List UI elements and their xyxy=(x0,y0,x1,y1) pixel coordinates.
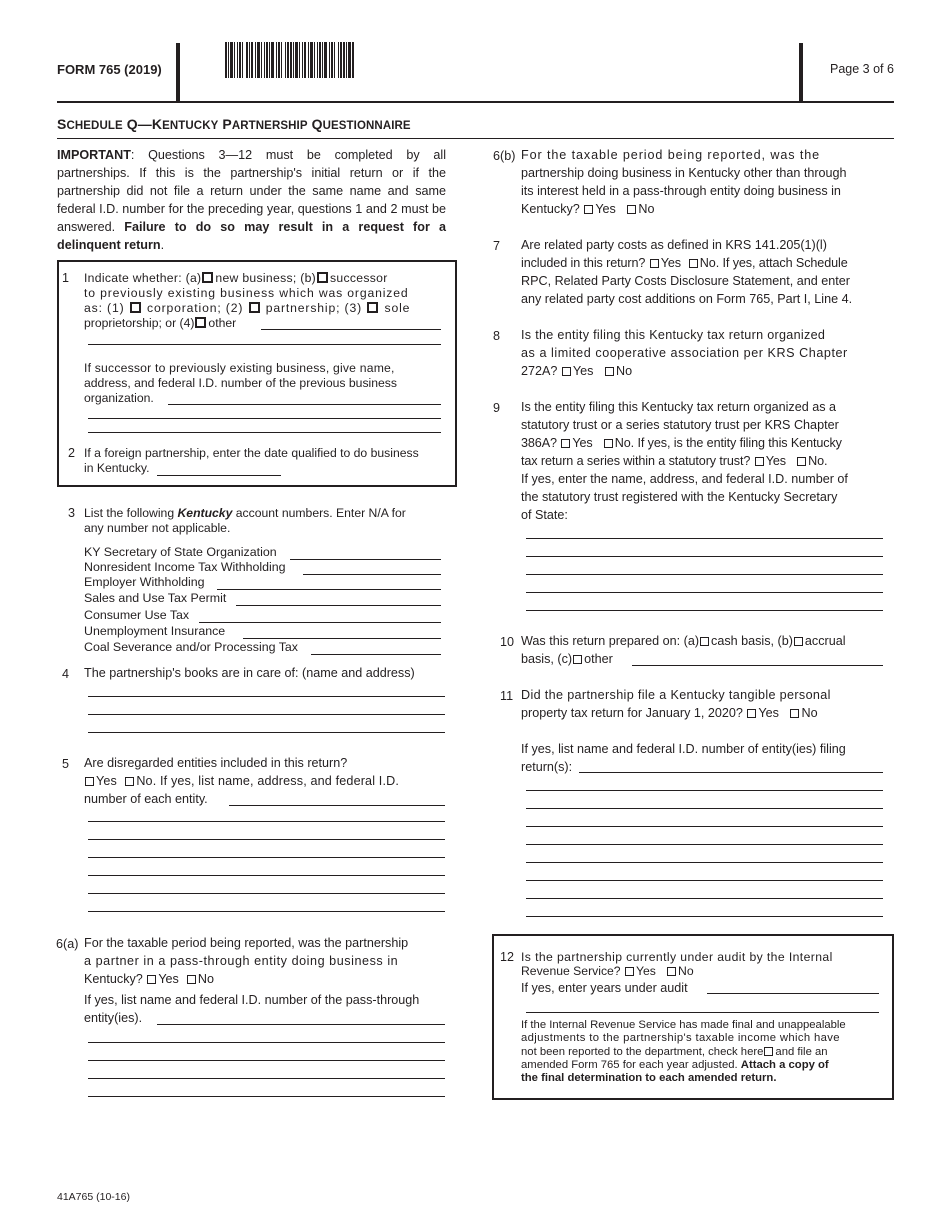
q11-field7[interactable] xyxy=(526,898,883,899)
q12-blank-line[interactable] xyxy=(526,1012,879,1013)
q8-number: 8 xyxy=(493,329,501,343)
q4-number: 4 xyxy=(62,667,70,681)
q11-line3: If yes, list name and federal I.D. number of entity(ies) filing xyxy=(521,742,846,756)
title-rule xyxy=(57,138,894,139)
q5-field5[interactable] xyxy=(88,893,445,894)
q9-line4: tax return a series within a statutory trust? Yes No. xyxy=(521,454,828,468)
q9-field1[interactable] xyxy=(526,538,883,539)
q9-series-no-checkbox[interactable] xyxy=(797,457,806,466)
q11-line2: property tax return for January 1, 2020? Yes No xyxy=(521,706,818,720)
header-divider-right xyxy=(799,43,803,101)
q6a-field1[interactable] xyxy=(88,1042,445,1043)
q1-line4: proprietorship; or (4) other xyxy=(84,316,237,330)
account-number-field[interactable] xyxy=(236,605,441,606)
q12-no-checkbox[interactable] xyxy=(667,967,676,976)
q3-number: 3 xyxy=(68,506,76,520)
q4-field2[interactable] xyxy=(88,714,445,715)
q1-successor-line3: organization. xyxy=(84,391,154,405)
q2-line2: in Kentucky. xyxy=(84,461,150,475)
page-number: Page 3 of 6 xyxy=(830,62,894,76)
q6a-field2[interactable] xyxy=(88,1060,445,1061)
q6b-no-checkbox[interactable] xyxy=(627,205,636,214)
q5-yes-checkbox[interactable] xyxy=(85,777,94,786)
form-code-footer: 41A765 (10-16) xyxy=(57,1191,130,1203)
q9-field2[interactable] xyxy=(526,556,883,557)
q1-line3: as: (1) corporation; (2) partnership; (3) sole xyxy=(84,301,411,315)
q5-no-checkbox[interactable] xyxy=(125,777,134,786)
q8-no-checkbox[interactable] xyxy=(605,367,614,376)
q4-field1[interactable] xyxy=(88,696,445,697)
account-number-field[interactable] xyxy=(311,654,441,655)
q1-line2: to previously existing business which was organized xyxy=(84,286,409,300)
q12-line2: Revenue Service? Yes No xyxy=(521,964,694,978)
q7-line1: Are related party costs as defined in KRS 141.205(1)(l) xyxy=(521,238,827,252)
q10-line2: basis, (c) other xyxy=(521,652,613,666)
q9-no-checkbox[interactable] xyxy=(604,439,613,448)
q2-number: 2 xyxy=(68,446,76,460)
q11-number: 11 xyxy=(500,689,514,703)
q11-field8[interactable] xyxy=(526,916,883,917)
account-label: Nonresident Income Tax Withholding xyxy=(84,560,286,574)
q9-field5[interactable] xyxy=(526,610,883,611)
q12-yes-checkbox[interactable] xyxy=(625,967,634,976)
q1-number: 1 xyxy=(62,271,70,285)
q12-para-line3: not been reported to the department, check here and file an xyxy=(521,1045,828,1058)
corporation-checkbox[interactable] xyxy=(130,302,141,313)
account-label: Employer Withholding xyxy=(84,575,205,589)
q6a-field0[interactable] xyxy=(157,1024,445,1025)
q8-line3: 272A? Yes No xyxy=(521,364,633,378)
q6a-yes-checkbox[interactable] xyxy=(147,975,156,984)
q11-field4[interactable] xyxy=(526,844,883,845)
account-label: Consumer Use Tax xyxy=(84,608,190,622)
account-label: KY Secretary of State Organization xyxy=(84,545,277,559)
q12-para-line4: amended Form 765 for each year adjusted. Attach a copy of xyxy=(521,1058,829,1071)
q1-successor-field1[interactable] xyxy=(168,404,441,405)
q12-para-line5: the final determination to each amended return. xyxy=(521,1072,777,1085)
q6a-line2: a partner in a pass-through entity doing business in xyxy=(84,954,399,968)
q2-line1: If a foreign partnership, enter the date qualified to do business xyxy=(84,446,419,460)
q6a-number: 6(a) xyxy=(56,937,79,951)
q1-other-field[interactable] xyxy=(261,329,441,330)
q6a-line1: For the taxable period being reported, was the partnership xyxy=(84,936,409,950)
q5-field2[interactable] xyxy=(88,839,445,840)
q5-line2: Yes No. If yes, list name, address, and federal I.D. xyxy=(84,772,446,790)
account-number-field[interactable] xyxy=(217,589,441,590)
q1-successor-field3[interactable] xyxy=(88,432,441,433)
cash-basis-checkbox[interactable] xyxy=(700,637,709,646)
form-label: FORM 765 (2019) xyxy=(57,62,162,77)
q11-field0[interactable] xyxy=(579,772,883,773)
q12-para-line1: If the Internal Revenue Service has made final and unappealable xyxy=(521,1019,846,1031)
q9-series-yes-checkbox[interactable] xyxy=(755,457,764,466)
q9-yes-checkbox[interactable] xyxy=(561,439,570,448)
q7-line3: RPC, Related Party Costs Disclosure Statement, and enter xyxy=(521,274,850,288)
q1-blank-line[interactable] xyxy=(88,344,441,345)
q6a-field4[interactable] xyxy=(88,1096,445,1097)
other-org-checkbox[interactable] xyxy=(195,317,206,328)
q6b-number: 6(b) xyxy=(493,149,516,163)
account-number-field[interactable] xyxy=(199,622,441,623)
q7-line2: included in this return? Yes No. If yes, attach Schedule xyxy=(521,256,848,270)
q9-line3: 386A? Yes No. If yes, is the entity filing this Kentucky xyxy=(521,436,842,450)
q12-paragraph xyxy=(521,1019,885,1085)
account-label: Unemployment Insurance xyxy=(84,624,226,638)
q11-field6[interactable] xyxy=(526,880,883,881)
q6a-line5: entity(ies). xyxy=(84,1011,143,1025)
other-basis-checkbox[interactable] xyxy=(573,655,582,664)
q7-yes-checkbox[interactable] xyxy=(650,259,659,268)
q1-successor-line2: address, and federal I.D. number of the previous business xyxy=(84,376,397,390)
q6b-line2: partnership doing business in Kentucky other than through xyxy=(521,166,847,180)
q12-para-line2: adjustments to the partnership's taxable income which have xyxy=(521,1032,840,1045)
q7-line4: any related party cost additions on Form 765, Part I, Line 4. xyxy=(521,292,853,306)
q2-date-field[interactable] xyxy=(157,475,281,476)
q6a-no-checkbox[interactable] xyxy=(187,975,196,984)
q6b-yes-checkbox[interactable] xyxy=(584,205,593,214)
q6a-field3[interactable] xyxy=(88,1078,445,1079)
account-label: Sales and Use Tax Permit xyxy=(84,591,227,605)
q5-field3[interactable] xyxy=(88,857,445,858)
q8-line2: as a limited cooperative association per KRS Chapter xyxy=(521,346,848,360)
q10-line1: Was this return prepared on: (a) cash basis, (b) accrual xyxy=(521,634,846,648)
q5-field1[interactable] xyxy=(88,821,445,822)
account-label: Coal Severance and/or Processing Tax xyxy=(84,640,298,654)
new-business-checkbox[interactable] xyxy=(202,272,213,283)
q3-line1: List the following Kentucky account numbers. Enter N/A for xyxy=(84,506,406,520)
q4-text: The partnership's books are in care of: (name and address) xyxy=(84,666,415,680)
q3-line2: any number not applicable. xyxy=(84,521,231,535)
q11-no-checkbox[interactable] xyxy=(790,709,799,718)
q5-line3: number of each entity. xyxy=(84,792,208,806)
header-divider-left xyxy=(176,43,180,101)
successor-checkbox[interactable] xyxy=(317,272,328,283)
q10-number: 10 xyxy=(500,635,515,649)
q10-other-field[interactable] xyxy=(632,665,883,666)
q11-field1[interactable] xyxy=(526,790,883,791)
important-notice: IMPORTANT: Questions 3—12 must be completed by all partnerships. If this is the partnership's initial return or if the partnership did not file a return under the same name and same federal I.D. number for the preceding year, questions 1 and 2 must be answered. Failure to do so may result in a request for a delinquent return. xyxy=(57,148,447,252)
header-rule xyxy=(57,101,894,103)
q7-number: 7 xyxy=(493,239,501,253)
q6b-line4: Kentucky? Yes No xyxy=(521,202,655,216)
account-number-field[interactable] xyxy=(303,574,441,575)
q6b-line1: For the taxable period being reported, was the xyxy=(521,148,821,162)
q11-yes-checkbox[interactable] xyxy=(747,709,756,718)
q5-number: 5 xyxy=(62,757,70,771)
q9-field3[interactable] xyxy=(526,574,883,575)
q11-field5[interactable] xyxy=(526,862,883,863)
q9-line2: statutory trust or a series statutory trust per KRS Chapter xyxy=(521,418,839,432)
q8-line1: Is the entity filing this Kentucky tax return organized xyxy=(521,328,826,342)
q9-line1: Is the entity filing this Kentucky tax return organized as a xyxy=(521,400,837,414)
schedule-title: SCHEDULE Q—KENTUCKY PARTNERSHIP QUESTIONNAIRE xyxy=(57,116,411,132)
q11-line4: return(s): xyxy=(521,760,573,774)
q4-field3[interactable] xyxy=(88,732,445,733)
q5-line1: Are disregarded entities included in this return? xyxy=(84,756,348,770)
q8-yes-checkbox[interactable] xyxy=(562,367,571,376)
q9-line5: If yes, enter the name, address, and federal I.D. number of xyxy=(521,472,848,486)
q9-line6: the statutory trust registered with the Kentucky Secretary xyxy=(521,490,838,504)
q1-successor-field2[interactable] xyxy=(88,418,441,419)
q12-line3: If yes, enter years under audit xyxy=(521,981,688,995)
q12-line1: Is the partnership currently under audit by the Internal xyxy=(521,950,833,964)
q11-line1: Did the partnership file a Kentucky tangible personal xyxy=(521,688,831,702)
q1-line1: Indicate whether: (a) new business; (b) successor xyxy=(84,271,388,285)
q12-number: 12 xyxy=(500,950,515,964)
q11-field3[interactable] xyxy=(526,826,883,827)
q11-field2[interactable] xyxy=(526,808,883,809)
q6a-line4: If yes, list name and federal I.D. number of the pass-through xyxy=(84,993,420,1007)
q9-line7: of State: xyxy=(521,508,568,522)
sole-proprietorship-checkbox[interactable] xyxy=(367,302,378,313)
account-number-field[interactable] xyxy=(290,559,441,560)
q9-field4[interactable] xyxy=(526,592,883,593)
q5-field6[interactable] xyxy=(88,911,445,912)
q7-no-checkbox[interactable] xyxy=(689,259,698,268)
accrual-basis-checkbox[interactable] xyxy=(794,637,803,646)
barcode xyxy=(225,42,440,78)
q5-field4[interactable] xyxy=(88,875,445,876)
q1-successor-line1: If successor to previously existing business, give name, xyxy=(84,361,395,375)
q6a-line3: Kentucky? Yes No xyxy=(84,972,214,986)
q9-number: 9 xyxy=(493,401,501,415)
account-number-field[interactable] xyxy=(243,638,441,639)
q6b-line3: its interest held in a pass-through entity doing business in xyxy=(521,184,841,198)
q12-years-field[interactable] xyxy=(707,993,879,994)
partnership-checkbox[interactable] xyxy=(249,302,260,313)
q5-field0[interactable] xyxy=(229,805,445,806)
irs-adjustment-checkbox[interactable] xyxy=(764,1047,773,1056)
